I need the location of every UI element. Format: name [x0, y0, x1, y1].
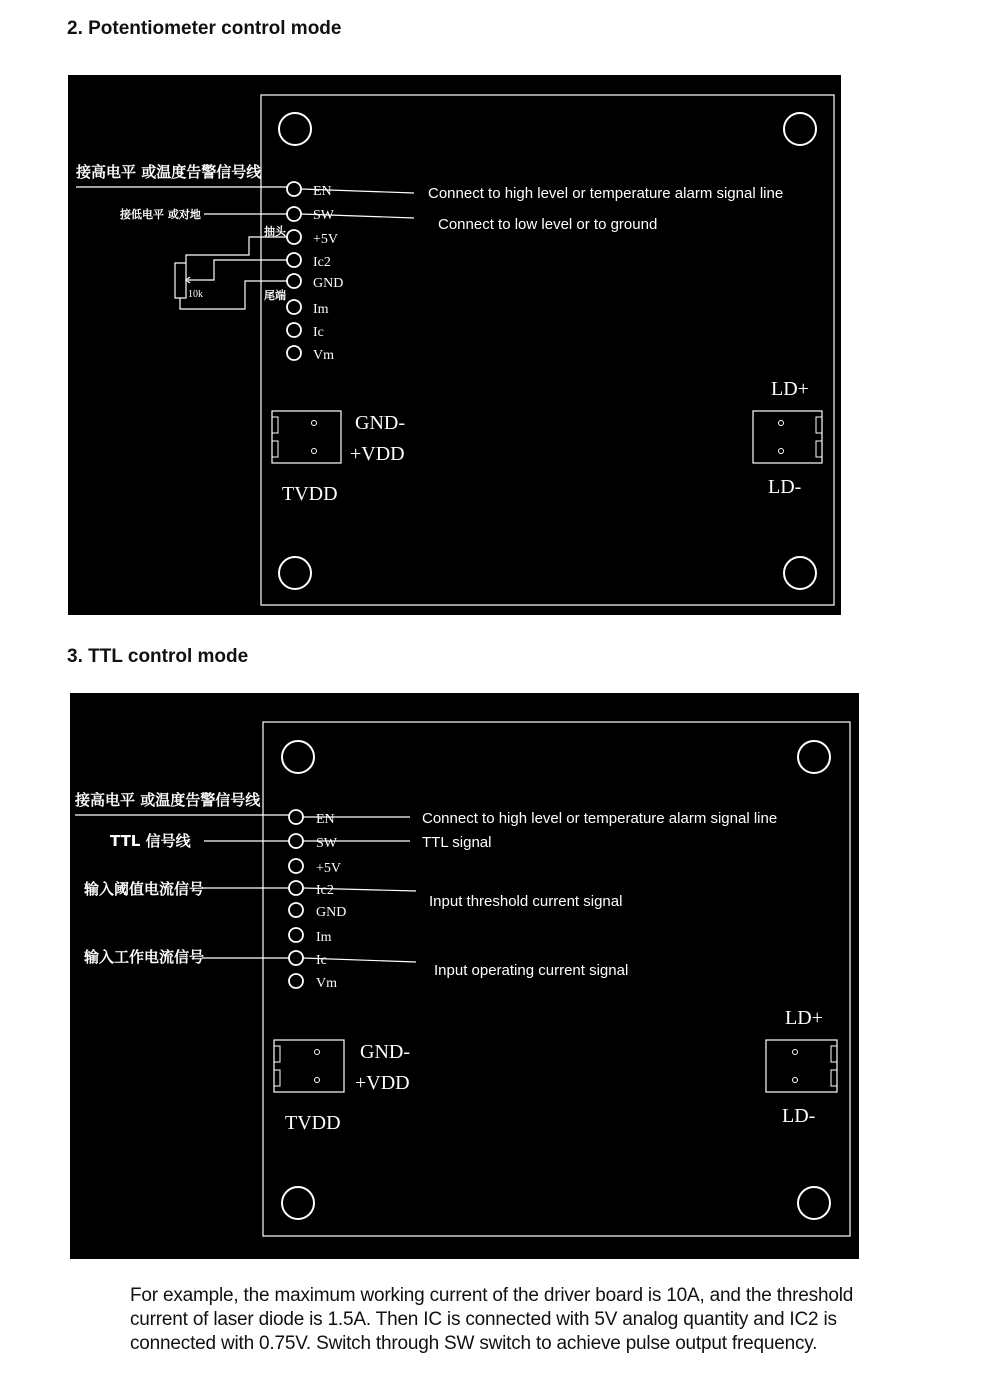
pin-label-ic2: Ic2	[313, 255, 331, 270]
pin-ic2	[287, 253, 301, 267]
tvdd-latch	[274, 1046, 280, 1062]
pin-im	[287, 300, 301, 314]
ld-latch	[831, 1070, 837, 1086]
pin-label-im: Im	[316, 930, 332, 945]
pin-ic	[289, 951, 303, 965]
potentiometer-wiring-diagram	[68, 75, 841, 615]
annotation-ic2: Input threshold current signal	[429, 893, 623, 910]
tvdd-latch	[274, 1070, 280, 1086]
tvdd-latch	[272, 417, 278, 433]
ld-latch	[816, 441, 822, 457]
mounting-hole	[798, 1187, 830, 1219]
tvdd-pin	[312, 449, 317, 454]
mounting-hole	[798, 741, 830, 773]
pin-label-ic: Ic	[313, 325, 324, 340]
annotation-en: Connect to high level or temperature alarm signal line	[422, 810, 778, 827]
mounting-hole	[279, 557, 311, 589]
ld-pin	[793, 1078, 798, 1083]
pin-label-im: Im	[313, 302, 329, 317]
label-ld-plus: LD+	[771, 378, 809, 400]
ld-pin	[779, 421, 784, 426]
label-tvdd: TVDD	[282, 483, 338, 505]
pin-label-gnd: GND	[316, 905, 347, 920]
pin-im	[289, 928, 303, 942]
label-ttl-cn: TTL 信号线	[110, 832, 191, 850]
pin-label-vm: Vm	[316, 976, 337, 991]
label-tap-cn: 抽头	[264, 225, 286, 238]
pin-label-sw: SW	[313, 208, 334, 223]
pin-label-5v: +5V	[316, 861, 342, 876]
label-pot-value: 10k	[188, 289, 203, 300]
pin-ic	[287, 323, 301, 337]
tvdd-pin	[315, 1050, 320, 1055]
label-vdd-plus: +VDD	[355, 1072, 410, 1094]
ld-connector	[766, 1040, 837, 1092]
pin-header	[287, 182, 301, 360]
ttl-wiring-diagram	[70, 693, 859, 1259]
label-ld-plus: LD+	[785, 1007, 823, 1029]
label-tvdd: TVDD	[285, 1112, 341, 1134]
annotation-sw: Connect to low level or to ground	[438, 216, 658, 233]
board-outline	[263, 722, 850, 1236]
potentiometer-arrow-icon	[186, 277, 194, 283]
pin-gnd	[287, 274, 301, 288]
label-operating-cn: 输入工作电流信号	[84, 948, 205, 966]
ld-latch	[816, 417, 822, 433]
tvdd-latch	[272, 441, 278, 457]
ttl-diagram-svg	[70, 693, 859, 1259]
tvdd-connector	[272, 411, 341, 463]
section-title-potentiometer: 2. Potentiometer control mode	[67, 18, 342, 39]
pin-5v	[287, 230, 301, 244]
ld-latch	[831, 1046, 837, 1062]
label-gnd-minus: GND-	[360, 1041, 410, 1063]
label-high-level-cn: 接高电平 或温度告警信号线	[75, 791, 261, 809]
wire-tap	[186, 237, 287, 263]
label-ld-minus: LD-	[768, 476, 802, 498]
pin-vm	[289, 974, 303, 988]
tvdd-pin	[315, 1078, 320, 1083]
mounting-hole	[784, 557, 816, 589]
label-low-level-cn: 接低电平 或对地	[120, 208, 201, 221]
pin-label-sw: SW	[316, 836, 337, 851]
label-tail-cn: 尾端	[264, 289, 286, 302]
pin-label-ic: Ic	[316, 953, 327, 968]
ld-pin	[793, 1050, 798, 1055]
pin-label-gnd: GND	[313, 276, 344, 291]
label-gnd-minus: GND-	[355, 412, 405, 434]
pin-label-en: EN	[316, 812, 335, 827]
pin-gnd	[289, 903, 303, 917]
mounting-hole	[279, 113, 311, 145]
label-vdd-plus: +VDD	[350, 443, 405, 465]
ld-pin	[779, 449, 784, 454]
pin-label-5v: +5V	[313, 232, 339, 247]
annotation-en: Connect to high level or temperature alarm signal line	[428, 185, 784, 202]
tvdd-connector	[274, 1040, 344, 1092]
example-paragraph: For example, the maximum working current of the driver board is 10A, and the threshold current of laser diode is 1.5A. Then IC is connected with 5V analog quantity and IC2 is connected with 0.75V. Switch through SW switch to achieve pulse output frequency.	[130, 1285, 854, 1354]
mounting-hole	[282, 1187, 314, 1219]
pin-vm	[287, 346, 301, 360]
board-outline	[261, 95, 834, 605]
pin-header	[289, 810, 303, 988]
potentiometer-resistor	[175, 263, 186, 298]
pin-ic2	[289, 881, 303, 895]
wire-wiper	[194, 260, 287, 280]
tvdd-pin	[312, 421, 317, 426]
annotation-ic: Input operating current signal	[434, 962, 629, 979]
section-title-ttl: 3. TTL control mode	[67, 646, 249, 667]
pin-5v	[289, 859, 303, 873]
mounting-hole	[282, 741, 314, 773]
pin-sw	[287, 207, 301, 221]
pin-label-en: EN	[313, 184, 332, 199]
pin-sw	[289, 834, 303, 848]
potentiometer-diagram-svg	[68, 75, 841, 615]
annotation-sw: TTL signal	[422, 834, 492, 851]
ld-connector	[753, 411, 822, 463]
label-threshold-cn: 输入阈值电流信号	[84, 880, 205, 898]
mounting-hole	[784, 113, 816, 145]
pin-en	[287, 182, 301, 196]
label-ld-minus: LD-	[782, 1105, 816, 1127]
pin-label-ic2: Ic2	[316, 883, 334, 898]
pin-label-vm: Vm	[313, 348, 334, 363]
label-high-level-cn: 接高电平 或温度告警信号线	[76, 163, 262, 181]
pin-en	[289, 810, 303, 824]
